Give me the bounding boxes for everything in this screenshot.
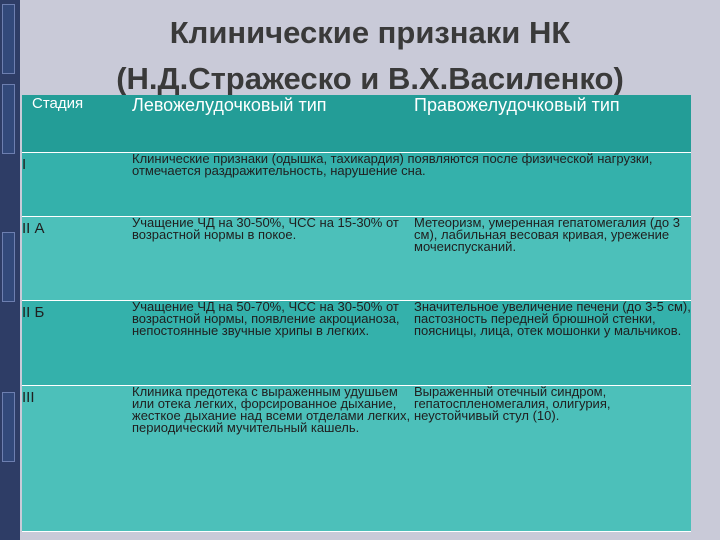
header-right-type: Правожелудочковый тип [414, 95, 691, 152]
decor-segment [2, 392, 15, 462]
stage-label [22, 216, 132, 300]
decor-segment [2, 4, 15, 74]
decor-segment [2, 84, 15, 154]
right-ventricular-cell: Метеоризм, умеренная гепатомегалия (до 3 см), лабильная весовая кривая, урежение мочеиспусканий. [414, 216, 691, 300]
stage-label [22, 152, 132, 216]
title-line-2: (Н.Д.Стражеско и В.Х.Василенко) [116, 61, 624, 96]
table-row [22, 300, 691, 385]
decor-segment [2, 232, 15, 302]
right-ventricular-cell: Значительное увеличение печени (до 3-5 см), пастозность передней брюшной стенки, поясницы, лица, отек мошонки у мальчиков. [414, 300, 691, 385]
heart-failure-stages-table [22, 95, 691, 532]
right-ventricular-cell: Выраженный отечный синдром, гепатоспленомегалия, олигурия, неустойчивый стул (10). [414, 385, 691, 531]
stage-label-text: I [22, 155, 27, 173]
table-row [22, 152, 691, 216]
header-left-type: Левожелудочковый тип [132, 95, 414, 152]
stage-label-text: II Б [22, 303, 45, 321]
table-header-row [22, 95, 691, 152]
table-row [22, 216, 691, 300]
slide-title [30, 10, 710, 102]
title-line-1: Клинические признаки НК [169, 15, 571, 50]
left-ventricular-cell: Учащение ЧД на 50-70%, ЧСС на 30-50% от возрастной нормы, появление акроцианоза, непостоянные звучные хрипы в легких. [132, 300, 414, 385]
stage-label [22, 300, 132, 385]
stage-label-text: II А [22, 219, 45, 237]
stage-label-text: III [22, 388, 35, 406]
table-row [22, 385, 691, 531]
stage-label [22, 385, 132, 531]
header-stage: Стадия [22, 95, 132, 152]
stage-description-merged: Клинические признаки (одышка, тахикардия) появляются после физической нагрузки, отмечается раздражительность, нарушение сна. [132, 152, 691, 216]
left-ventricular-cell: Учащение ЧД на 30-50%, ЧСС на 15-30% от возрастной нормы в покое. [132, 216, 414, 300]
left-decor-bar [0, 0, 20, 540]
left-ventricular-cell: Клиника предотека с выраженным удушьем или отека легких, форсированное дыхание, жесткое дыхание над всеми отделами легких, периодический мучительный кашель. [132, 385, 414, 531]
